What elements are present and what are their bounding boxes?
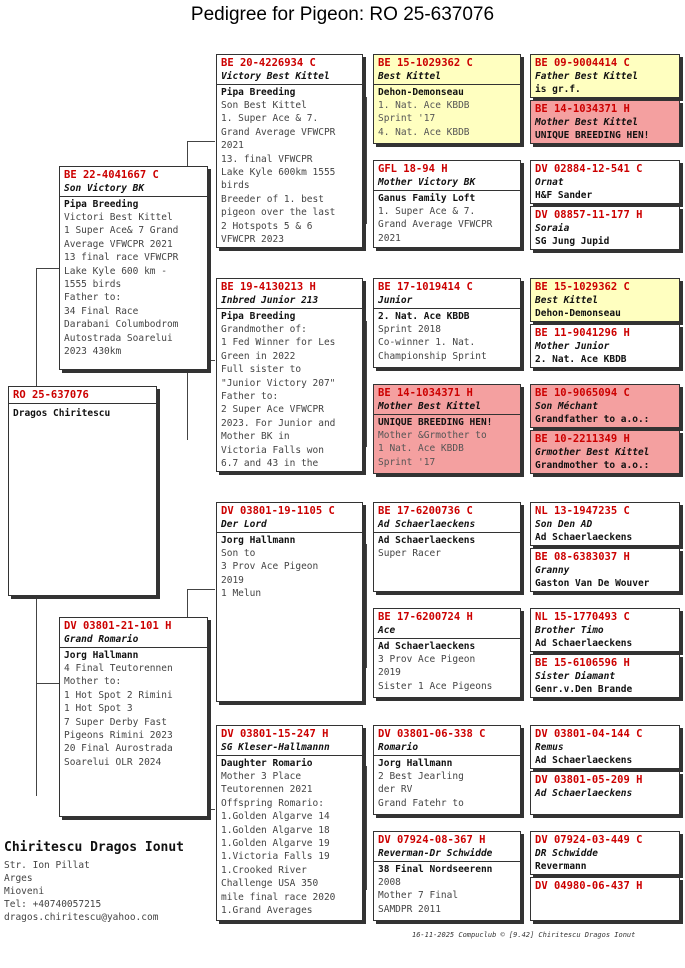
ring-number: RO 25-637076 bbox=[13, 389, 89, 401]
ancestor-card[interactable] bbox=[530, 654, 680, 698]
great-grandparent-card[interactable] bbox=[373, 278, 521, 368]
breeder-name: Grandmother to a.o.: bbox=[535, 460, 650, 471]
ancestor-card[interactable] bbox=[530, 502, 680, 546]
ring-number: BE 10-2211349 H bbox=[535, 433, 630, 445]
breeder-name: Ad Schaerlaeckens bbox=[378, 641, 476, 652]
pigeon-name: Ad Schaerlaeckens bbox=[378, 519, 476, 530]
breeder-name: Dehon-Demonseau bbox=[535, 308, 621, 319]
footer-credit: 16-11-2025 Compuclub © [9.42] Chiritescu Dragos Ionut bbox=[412, 931, 636, 939]
ancestor-card[interactable] bbox=[530, 384, 680, 428]
pigeon-info: Super Racer bbox=[378, 548, 441, 559]
connector-line bbox=[523, 186, 524, 230]
breeder-name: Pipa Breeding bbox=[221, 311, 296, 322]
connector-line bbox=[523, 744, 524, 790]
pigeon-name: Reverman-Dr Schwidde bbox=[378, 848, 493, 859]
owner-name: Dragos Chiritescu bbox=[13, 408, 111, 419]
divider bbox=[374, 532, 520, 533]
divider bbox=[60, 196, 207, 197]
owner-address-block bbox=[4, 840, 184, 924]
ring-number: BE 14-1034371 H bbox=[535, 103, 630, 115]
ancestor-card[interactable] bbox=[530, 831, 680, 875]
great-grandparent-card[interactable] bbox=[373, 384, 521, 474]
ring-number: DV 08857-11-177 H bbox=[535, 209, 643, 221]
divider bbox=[217, 532, 362, 533]
breeder-name: SG Jung Jupid bbox=[535, 236, 610, 247]
breeder-name: Jorg Hallmann bbox=[221, 535, 296, 546]
breeder-name: 2. Nat. Ace KBDB bbox=[535, 354, 627, 365]
pigeon-name: SG Kleser-Hallmannn bbox=[221, 742, 330, 753]
pigeon-info: Son to 3 Prov Ace Pigeon 2019 1 Melun bbox=[221, 548, 319, 600]
breeder-name: Ad Schaerlaeckens bbox=[378, 535, 476, 546]
breeder-name: H&F Sander bbox=[535, 190, 593, 201]
great-grandparent-card[interactable] bbox=[373, 502, 521, 592]
granddam-paternal-card[interactable] bbox=[216, 278, 363, 472]
ring-number: BE 22-4041667 C bbox=[64, 169, 159, 181]
ancestor-card[interactable] bbox=[530, 877, 680, 921]
pigeon-name: Grand Romario bbox=[64, 634, 139, 645]
pigeon-name: DR Schwidde bbox=[535, 848, 598, 859]
pigeon-name: Mother Best Kittel bbox=[378, 401, 481, 412]
pigeon-name: Junior bbox=[378, 295, 413, 306]
divider bbox=[374, 84, 520, 85]
breeder-name: Revermann bbox=[535, 861, 587, 872]
pigeon-info: 3 Prov Ace Pigeon 2019 Sister 1 Ace Pigeons bbox=[378, 654, 493, 692]
connector-line bbox=[523, 408, 524, 454]
ring-number: NL 15-1770493 C bbox=[535, 611, 630, 623]
ring-number: DV 03801-04-144 C bbox=[535, 728, 643, 740]
divider bbox=[374, 190, 520, 191]
pigeon-name: Best Kittel bbox=[378, 71, 441, 82]
grandsire-paternal-card[interactable] bbox=[216, 54, 363, 248]
ring-number: BE 15-1029362 C bbox=[535, 281, 630, 293]
ancestor-card[interactable] bbox=[530, 725, 680, 769]
pigeon-info: Mother &Grmother to 1 Nat. Ace KBDB Sprint '17 bbox=[378, 430, 487, 468]
connector-line bbox=[366, 321, 367, 447]
breeder-name: Pipa Breeding bbox=[64, 199, 139, 210]
owner-city: Mioveni bbox=[4, 886, 45, 897]
divider bbox=[9, 403, 156, 404]
pigeon-info: 1. Super Ace & 7. Grand Average VFWCPR 2021 bbox=[378, 206, 493, 244]
ring-number: BE 15-6106596 H bbox=[535, 657, 630, 669]
great-grandparent-card[interactable] bbox=[373, 160, 521, 248]
divider bbox=[217, 308, 362, 309]
pigeon-info: 1. Nat. Ace KBDB Sprint '17 4. Nat. Ace KBDB bbox=[378, 100, 470, 138]
pigeon-name: Soraia bbox=[535, 223, 570, 234]
pigeon-info: Son Best Kittel 1. Super Ace & 7. Grand Average VFWCPR 2021 13. final VFWCPR Lake Kyle 600km 1555 birds Breeder of 1. best pigeon over the last 2 Hotspots 5 & 6 VFWCPR 2023 bbox=[221, 100, 336, 246]
pigeon-name: Ornat bbox=[535, 177, 564, 188]
pigeon-name: Father Best Kittel bbox=[535, 71, 638, 82]
breeder-name: is gr.f. bbox=[535, 84, 581, 95]
connector-line bbox=[523, 854, 524, 888]
ancestor-card[interactable] bbox=[530, 278, 680, 322]
connector-line bbox=[366, 544, 367, 668]
pigeon-info: 2008 Mother 7 Final SAMDPR 2011 bbox=[378, 877, 459, 915]
pigeon-name: Son Méchant bbox=[535, 401, 598, 412]
sire-card[interactable] bbox=[59, 166, 208, 370]
pigeon-name: Inbred Junior 213 bbox=[221, 295, 319, 306]
breeder-name: Dehon-Demonseau bbox=[378, 87, 464, 98]
grandsire-maternal-card[interactable] bbox=[216, 502, 363, 702]
breeder-name: UNIQUE BREEDING HEN! bbox=[535, 130, 650, 141]
pigeon-name: Mother Victory BK bbox=[378, 177, 476, 188]
ring-number: BE 08-6383037 H bbox=[535, 551, 630, 563]
divider bbox=[374, 638, 520, 639]
owner-full-name: Chiritescu Dragos Ionut bbox=[4, 840, 185, 855]
breeder-name: Ad Schaerlaeckens bbox=[535, 638, 633, 649]
connector-line bbox=[187, 589, 215, 590]
owner-email: dragos.chiritescu@yahoo.com bbox=[4, 912, 159, 923]
pigeon-name: Sister Diamant bbox=[535, 671, 616, 682]
ring-number: BE 15-1029362 C bbox=[378, 57, 473, 69]
ring-number: BE 11-9041296 H bbox=[535, 327, 630, 339]
breeder-name: Ganus Family Loft bbox=[378, 193, 476, 204]
divider bbox=[374, 414, 520, 415]
ancestor-card[interactable] bbox=[530, 160, 680, 204]
ring-number: GFL 18-94 H bbox=[378, 163, 448, 175]
breeder-name: Pipa Breeding bbox=[221, 87, 296, 98]
ring-number: BE 19-4130213 H bbox=[221, 281, 316, 293]
connector-line bbox=[366, 766, 367, 890]
divider bbox=[217, 755, 362, 756]
page-title: Pedigree for Pigeon: RO 25-637076 bbox=[190, 4, 495, 25]
ring-number: BE 17-1019414 C bbox=[378, 281, 473, 293]
owner-street: Str. Ion Pillat bbox=[4, 860, 90, 871]
subject-card[interactable] bbox=[8, 386, 157, 596]
ring-number: BE 17-6200736 C bbox=[378, 505, 473, 517]
owner-county: Arges bbox=[4, 873, 33, 884]
ring-number: BE 17-6200724 H bbox=[378, 611, 473, 623]
pigeon-name: Ad Schaerlaeckens bbox=[535, 788, 633, 799]
pigeon-name: Mother Junior bbox=[535, 341, 610, 352]
breeder-name: Grandfather to a.o.: bbox=[535, 414, 650, 425]
great-grandparent-card[interactable] bbox=[373, 608, 521, 698]
pigeon-name: Best Kittel bbox=[535, 295, 598, 306]
ring-number: BE 14-1034371 H bbox=[378, 387, 473, 399]
divider bbox=[374, 755, 520, 756]
divider bbox=[374, 308, 520, 309]
pigeon-name: Son Victory BK bbox=[64, 183, 145, 194]
ancestor-card[interactable] bbox=[530, 54, 680, 98]
breeder-name: Jorg Hallmann bbox=[378, 758, 453, 769]
connector-line bbox=[366, 97, 367, 224]
great-grandparent-card[interactable] bbox=[373, 725, 521, 815]
ring-number: DV 03801-06-338 C bbox=[378, 728, 486, 740]
connector-line bbox=[523, 76, 524, 126]
ring-number: DV 07924-08-367 H bbox=[378, 834, 486, 846]
ring-number: NL 13-1947235 C bbox=[535, 505, 630, 517]
ancestor-card[interactable] bbox=[530, 608, 680, 652]
pigeon-name: Brother Timo bbox=[535, 625, 604, 636]
ring-number: BE 09-9004414 C bbox=[535, 57, 630, 69]
ring-number: DV 03801-19-1105 C bbox=[221, 505, 335, 517]
ring-number: DV 03801-15-247 H bbox=[221, 728, 329, 740]
granddam-maternal-card[interactable] bbox=[216, 725, 363, 921]
breeder-name: UNIQUE BREEDING HEN! bbox=[378, 417, 493, 428]
owner-phone: Tel: +40740057215 bbox=[4, 899, 102, 910]
ancestor-card[interactable] bbox=[530, 548, 680, 592]
pigeon-info: Sprint 2018 Co-winner 1. Nat. Championship Sprint bbox=[378, 324, 487, 362]
pigeon-name: Grmother Best Kittel bbox=[535, 447, 650, 458]
breeder-name: 2. Nat. Ace KBDB bbox=[378, 311, 470, 322]
pigeon-name: Victory Best Kittel bbox=[221, 71, 330, 82]
ring-number: DV 07924-03-449 C bbox=[535, 834, 643, 846]
breeder-name: 38 Final Nordseerenn bbox=[378, 864, 493, 875]
dam-card[interactable] bbox=[59, 617, 208, 817]
great-grandparent-card[interactable] bbox=[373, 831, 521, 921]
pigeon-name: Mother Best Kittel bbox=[535, 117, 638, 128]
ring-number: DV 03801-21-101 H bbox=[64, 620, 172, 632]
ring-number: DV 03801-05-209 H bbox=[535, 774, 643, 786]
pigeon-name: Ace bbox=[378, 625, 396, 636]
pigeon-name: Romario bbox=[378, 742, 419, 753]
ring-number: BE 20-4226934 C bbox=[221, 57, 316, 69]
ancestor-card[interactable] bbox=[530, 430, 680, 474]
connector-line bbox=[36, 683, 59, 684]
breeder-name: Genr.v.Den Brande bbox=[535, 684, 633, 695]
connector-line bbox=[523, 631, 524, 677]
ancestor-card[interactable] bbox=[530, 100, 680, 144]
pigeon-info: 4 Final Teutorennen Mother to: 1 Hot Spot 2 Rimini 1 Hot Spot 3 7 Super Derby Fast Pigeons Rimini 2023 20 Final Aurostrada Soarelui OLR 2024 bbox=[64, 663, 173, 768]
connector-line bbox=[36, 268, 59, 269]
connector-line bbox=[523, 521, 524, 567]
pigeon-info: Grandmother of: 1 Fed Winner for Les Green in 2022 Full sister to "Junior Victory 207" Father to: 2 Super Ace VFWCPR 2023. For Junior and Mother BK in Victoria Falls won 6.7 and 43 in the bbox=[221, 324, 336, 470]
pigeon-info: Victori Best Kittel 1 Super Ace& 7 Grand Average VFWCPR 2021 13 final race VFWCPR Lake Kyle 600 km - 1555 birds Father to: 34 Final Race Darabani Columbodrom Autostrada Soarelui 2023 430km bbox=[64, 212, 179, 358]
divider bbox=[217, 84, 362, 85]
ancestor-card[interactable] bbox=[530, 206, 680, 250]
breeder-name: Ad Schaerlaeckens bbox=[535, 755, 633, 766]
connector-line bbox=[187, 141, 215, 142]
divider bbox=[60, 647, 207, 648]
ring-number: DV 02884-12-541 C bbox=[535, 163, 643, 175]
divider bbox=[374, 861, 520, 862]
breeder-name: Jorg Hallmann bbox=[64, 650, 139, 661]
ancestor-card[interactable] bbox=[530, 771, 680, 815]
pigeon-name: Der Lord bbox=[221, 519, 267, 530]
ring-number: BE 10-9065094 C bbox=[535, 387, 630, 399]
pigeon-name: Remus bbox=[535, 742, 564, 753]
breeder-name: Gaston Van De Wouver bbox=[535, 578, 650, 589]
ancestor-card[interactable] bbox=[530, 324, 680, 368]
ring-number: DV 04980-06-437 H bbox=[535, 880, 643, 892]
breeder-name: Ad Schaerlaeckens bbox=[535, 532, 633, 543]
breeder-name: Daughter Romario bbox=[221, 758, 313, 769]
connector-line bbox=[523, 298, 524, 344]
connector-line bbox=[36, 596, 37, 796]
great-grandparent-card[interactable] bbox=[373, 54, 521, 144]
pigeon-name: Son Den AD bbox=[535, 519, 593, 530]
pigeon-info: 2 Best Jearling der RV Grand Fatehr to bbox=[378, 771, 464, 809]
pigeon-info: Mother 3 Place Teutorennen 2021 Offspring Romario: 1.Golden Algarve 14 1.Golden Algarve 18 1.Golden Algarve 19 1.Victoria Falls 19 1.Crooked River Challenge USA 350 mile final race 2020 1.Grand Averages bbox=[221, 771, 336, 917]
pigeon-name: Granny bbox=[535, 565, 570, 576]
connector-line bbox=[36, 268, 37, 386]
